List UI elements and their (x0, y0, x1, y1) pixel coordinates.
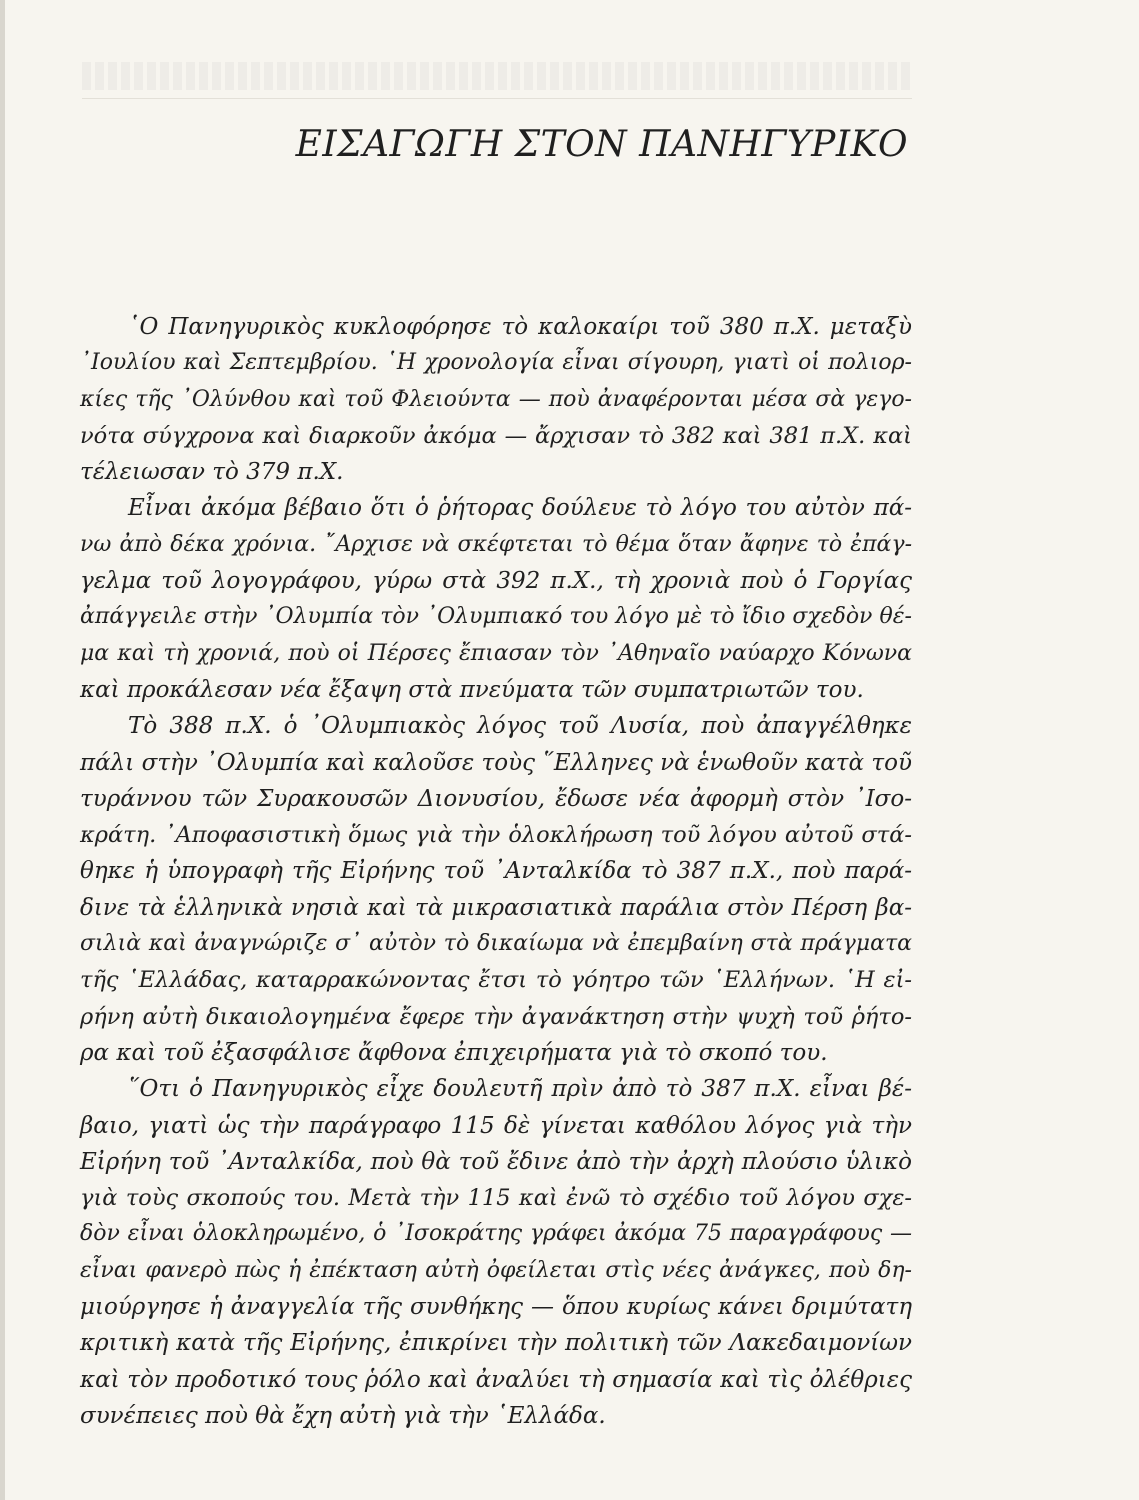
body-text (80, 309, 912, 1434)
text-line: γελμα τοῦ λογογράφου, γύρω στὰ 392 π.Χ., τὴ χρονιὰ ποὺ ὁ Γοργίας (80, 568, 912, 595)
text-line: τῆς ῾Ελλάδας, καταρρακώνοντας ἔτσι τὸ γόητρο τῶν ῾Ελλήνων. ῾Η εἰ- (80, 967, 912, 994)
text-line: καὶ προκάλεσαν νέα ἔξαψη στὰ πνεύματα τῶν συμπατριωτῶν του. (80, 676, 864, 703)
text-line: Τὸ 388 π.Χ. ὁ ᾿Ολυμπιακὸς λόγος τοῦ Λυσία, ποὺ ἀπαγγέλθηκε (128, 713, 912, 740)
text-line: θηκε ἡ ὑπογραφὴ τῆς Εἰρήνης τοῦ ᾿Ανταλκίδα τὸ 387 π.Χ., ποὺ παρά- (80, 858, 912, 885)
text-line: κράτη. ᾿Αποφασιστικὴ ὅμως γιὰ τὴν ὁλοκλήρωση τοῦ λόγου αὐτοῦ στά- (80, 822, 912, 849)
text-line: σιλιὰ καὶ ἀναγνώριζε σ᾿ αὐτὸν τὸ δικαίωμα νὰ ἐπεμβαίνη στὰ πράγματα (80, 931, 912, 957)
chapter-title: ΕΙΣΑΓΩΓΗ ΣΤΟΝ ΠΑΝΗΓΥΡΙΚΟ (295, 124, 908, 165)
text-line: τέλειωσαν τὸ 379 π.Χ. (80, 459, 344, 486)
text-line: ῾Ο Πανηγυρικὸς κυκλοφόρησε τὸ καλοκαίρι τοῦ 380 π.Χ. μεταξὺ (128, 314, 912, 340)
text-line: ᾿Ιουλίου καὶ Σεπτεμβρίου. ῾Η χρονολογία εἶναι σίγουρη, γιατὶ οἱ πολιορ- (80, 350, 912, 376)
text-line: μιούργησε ἡ ἀναγγελία τῆς συνθήκης — ὅπου κυρίως κάνει δριμύτατη (80, 1294, 912, 1321)
text-line: νω ἀπὸ δέκα χρόνια. ῎Αρχισε νὰ σκέφτεται τὸ θέμα ὅταν ἄφηνε τὸ ἐπάγ- (80, 531, 912, 557)
text-line: εἶναι φανερὸ πὼς ἡ ἐπέκταση αὐτὴ ὀφείλεται στὶς νέες ἀνάγκες, ποὺ δη- (80, 1257, 912, 1283)
page-edge-shadow (0, 0, 5, 1500)
text-line: καὶ τὸν προδοτικό τους ῥόλο καὶ ἀναλύει τὴ σημασία καὶ τὶς ὀλέθριες (80, 1366, 912, 1393)
text-line: ρα καὶ τοῦ ἐξασφάλισε ἄφθονα ἐπιχειρήματα γιὰ τὸ σκοπό του. (80, 1039, 828, 1066)
text-line: ρήνη αὐτὴ δικαιολογημένα ἔφερε τὴν ἀγανάκτηση στὴν ψυχὴ τοῦ ῥήτο- (80, 1003, 912, 1030)
text-line: Εἶναι ἀκόμα βέβαιο ὅτι ὁ ῥήτορας δούλευε τὸ λόγο του αὐτὸν πά- (128, 495, 912, 522)
text-line: γιὰ τοὺς σκοπούς του. Μετὰ τὴν 115 καὶ ἐνῶ τὸ σχέδιο τοῦ λόγου σχε- (80, 1185, 912, 1212)
bleed-through-running-head (82, 62, 912, 90)
text-line: τυράννου τῶν Συρακουσῶν Διονυσίου, ἔδωσε νέα ἀφορμὴ στὸν ᾿Ισο- (80, 785, 912, 812)
text-line: δινε τὰ ἑλληνικὰ νησιὰ καὶ τὰ μικρασιατικὰ παράλια στὸν Πέρση βα- (80, 894, 912, 921)
text-line: πάλι στὴν ᾿Ολυμπία καὶ καλοῦσε τοὺς ῞Ελληνες νὰ ἑνωθοῦν κατὰ τοῦ (80, 749, 912, 776)
text-line: ἀπάγγειλε στὴν ᾿Ολυμπία τὸν ᾿Ολυμπιακό του λόγο μὲ τὸ ἴδιο σχεδὸν θέ- (80, 604, 912, 630)
header-rule (82, 98, 912, 99)
text-line: βαιο, γιατὶ ὡς τὴν παράγραφο 115 δὲ γίνεται καθόλου λόγος γιὰ τὴν (80, 1112, 912, 1139)
text-line: συνέπειες ποὺ θὰ ἔχη αὐτὴ γιὰ τὴν ῾Ελλάδα. (80, 1402, 606, 1429)
text-line: δὸν εἶναι ὁλοκληρωμένο, ὁ ᾿Ισοκράτης γράφει ἀκόμα 75 παραγράφους — (80, 1221, 912, 1247)
text-line: μα καὶ τὴ χρονιά, ποὺ οἱ Πέρσες ἔπιασαν τὸν ᾿Αθηναῖο ναύαρχο Κόνωνα (80, 640, 912, 666)
text-line: κριτικὴ κατὰ τῆς Εἰρήνης, ἐπικρίνει τὴν πολιτικὴ τῶν Λακεδαιμονίων (80, 1330, 912, 1357)
text-line: νότα σύγχρονα καὶ διαρκοῦν ἀκόμα — ἄρχισαν τὸ 382 καὶ 381 π.Χ. καὶ (80, 422, 912, 449)
text-line: Εἰρήνη τοῦ ᾿Ανταλκίδα, ποὺ θὰ τοῦ ἔδινε ἀπὸ τὴν ἀρχὴ πλούσιο ὑλικὸ (80, 1148, 912, 1175)
text-line: ῞Οτι ὁ Πανηγυρικὸς εἶχε δουλευτῆ πρὶν ἀπὸ τὸ 387 π.Χ. εἶναι βέ- (128, 1076, 912, 1103)
text-line: κίες τῆς ᾿Ολύνθου καὶ τοῦ Φλειούντα — ποὺ ἀναφέρονται μέσα σὰ γεγο- (80, 386, 912, 412)
